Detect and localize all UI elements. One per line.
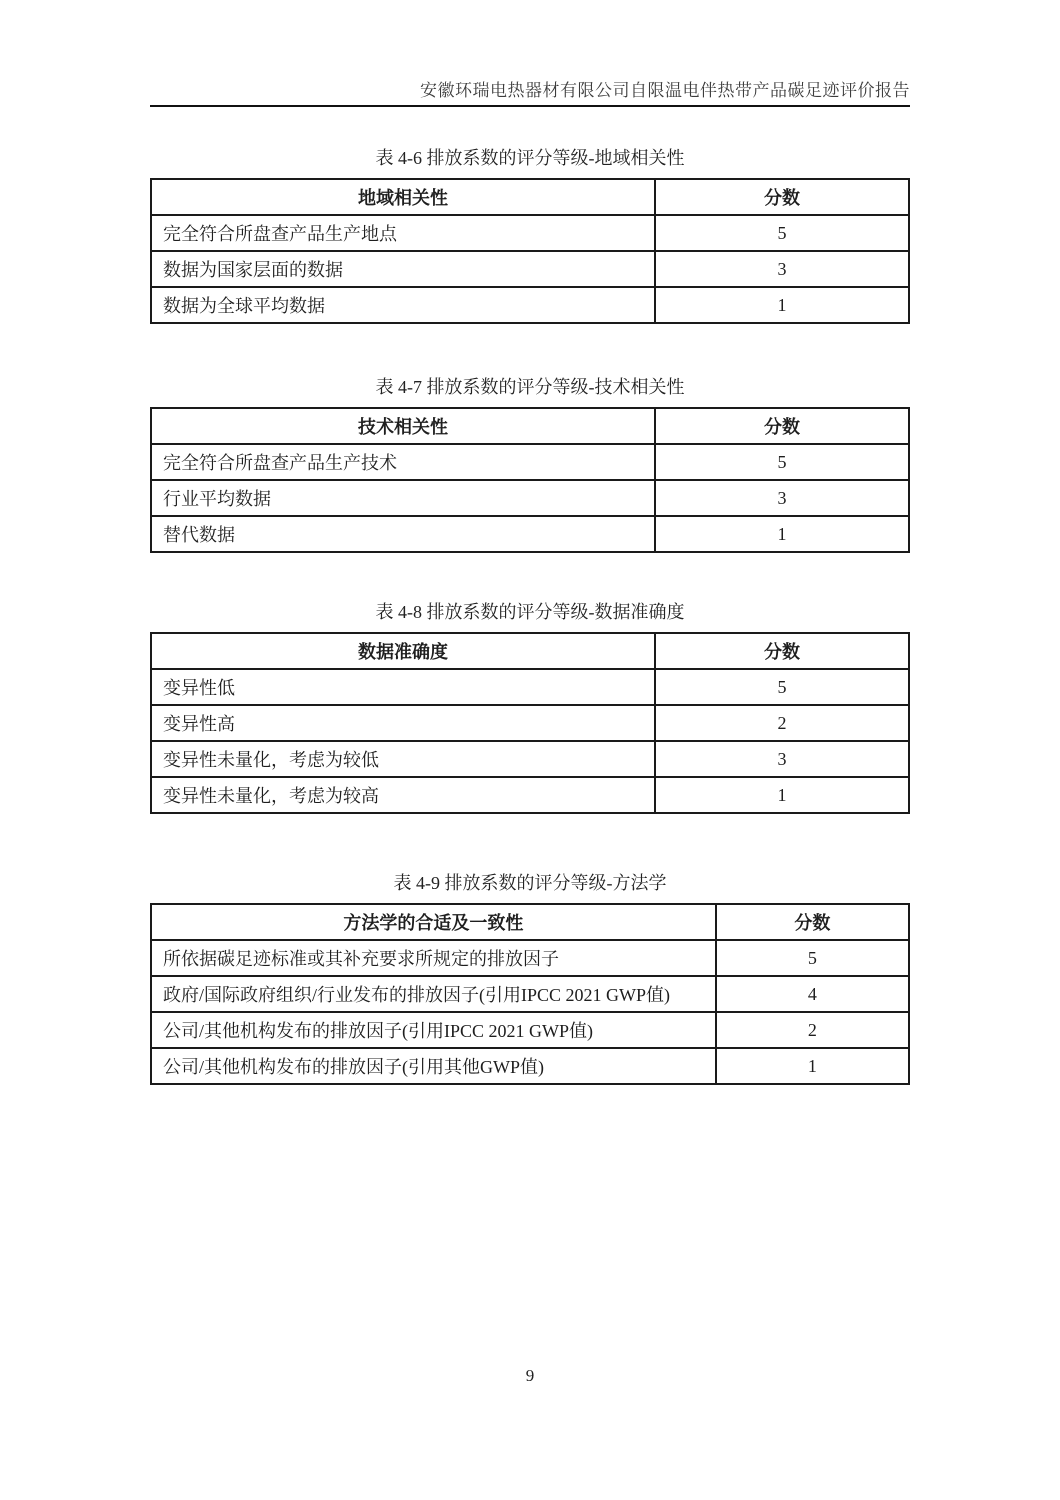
score-cell: 5 <box>716 940 909 976</box>
table-row <box>151 777 909 813</box>
report-header-title: 安徽环瑞电热器材有限公司自限温电伴热带产品碳足迹评价报告 <box>420 81 910 100</box>
column-header-criteria: 地域相关性 <box>151 179 655 215</box>
table-row <box>151 480 909 516</box>
table-row <box>151 669 909 705</box>
table-4-7 <box>150 407 910 553</box>
column-header-score: 分数 <box>716 904 909 940</box>
table-4-9 <box>150 903 910 1085</box>
table-row <box>151 215 909 251</box>
criteria-cell: 替代数据 <box>151 516 655 552</box>
criteria-cell: 数据为国家层面的数据 <box>151 251 655 287</box>
column-header-score: 分数 <box>655 408 909 444</box>
criteria-cell: 公司/其他机构发布的排放因子(引用IPCC 2021 GWP值) <box>151 1012 716 1048</box>
column-header-criteria: 数据准确度 <box>151 633 655 669</box>
score-cell: 1 <box>655 516 909 552</box>
score-cell: 5 <box>655 444 909 480</box>
table-4-6 <box>150 178 910 324</box>
score-cell: 1 <box>655 777 909 813</box>
score-cell: 4 <box>716 976 909 1012</box>
table-4-8-caption: 表 4-8 排放系数的评分等级-数据准确度 <box>375 602 685 622</box>
table-row <box>151 1048 909 1084</box>
table-header-row <box>151 179 909 215</box>
score-cell: 3 <box>655 480 909 516</box>
table-row <box>151 444 909 480</box>
criteria-cell: 所依据碳足迹标准或其补充要求所规定的排放因子 <box>151 940 716 976</box>
criteria-cell: 变异性未量化，考虑为较低 <box>151 741 655 777</box>
table-header-row <box>151 633 909 669</box>
column-header-criteria: 技术相关性 <box>151 408 655 444</box>
table-4-6-caption: 表 4-6 排放系数的评分等级-地域相关性 <box>375 148 685 168</box>
score-cell: 2 <box>716 1012 909 1048</box>
column-header-score: 分数 <box>655 633 909 669</box>
score-cell: 1 <box>716 1048 909 1084</box>
table-row <box>151 940 909 976</box>
score-cell: 5 <box>655 215 909 251</box>
page-header-rule <box>150 0 910 107</box>
score-cell: 3 <box>655 741 909 777</box>
document-page <box>150 0 910 1085</box>
table-4-8 <box>150 632 910 814</box>
table-row <box>151 251 909 287</box>
score-cell: 2 <box>655 705 909 741</box>
table-row <box>151 516 909 552</box>
table-row <box>151 287 909 323</box>
page-number: 9 <box>525 1366 535 1385</box>
table-row <box>151 976 909 1012</box>
table-header-row <box>151 904 909 940</box>
column-header-score: 分数 <box>655 179 909 215</box>
criteria-cell: 数据为全球平均数据 <box>151 287 655 323</box>
table-4-7-caption: 表 4-7 排放系数的评分等级-技术相关性 <box>375 377 685 397</box>
criteria-cell: 完全符合所盘查产品生产技术 <box>151 444 655 480</box>
table-row <box>151 705 909 741</box>
criteria-cell: 变异性低 <box>151 669 655 705</box>
table-row <box>151 1012 909 1048</box>
criteria-cell: 行业平均数据 <box>151 480 655 516</box>
table-header-row <box>151 408 909 444</box>
score-cell: 5 <box>655 669 909 705</box>
criteria-cell: 公司/其他机构发布的排放因子(引用其他GWP值) <box>151 1048 716 1084</box>
criteria-cell: 完全符合所盘查产品生产地点 <box>151 215 655 251</box>
criteria-cell: 变异性高 <box>151 705 655 741</box>
score-cell: 3 <box>655 251 909 287</box>
criteria-cell: 政府/国际政府组织/行业发布的排放因子(引用IPCC 2021 GWP值) <box>151 976 716 1012</box>
table-row <box>151 741 909 777</box>
criteria-cell: 变异性未量化，考虑为较高 <box>151 777 655 813</box>
column-header-criteria: 方法学的合适及一致性 <box>151 904 716 940</box>
score-cell: 1 <box>655 287 909 323</box>
table-4-9-caption: 表 4-9 排放系数的评分等级-方法学 <box>393 873 667 893</box>
